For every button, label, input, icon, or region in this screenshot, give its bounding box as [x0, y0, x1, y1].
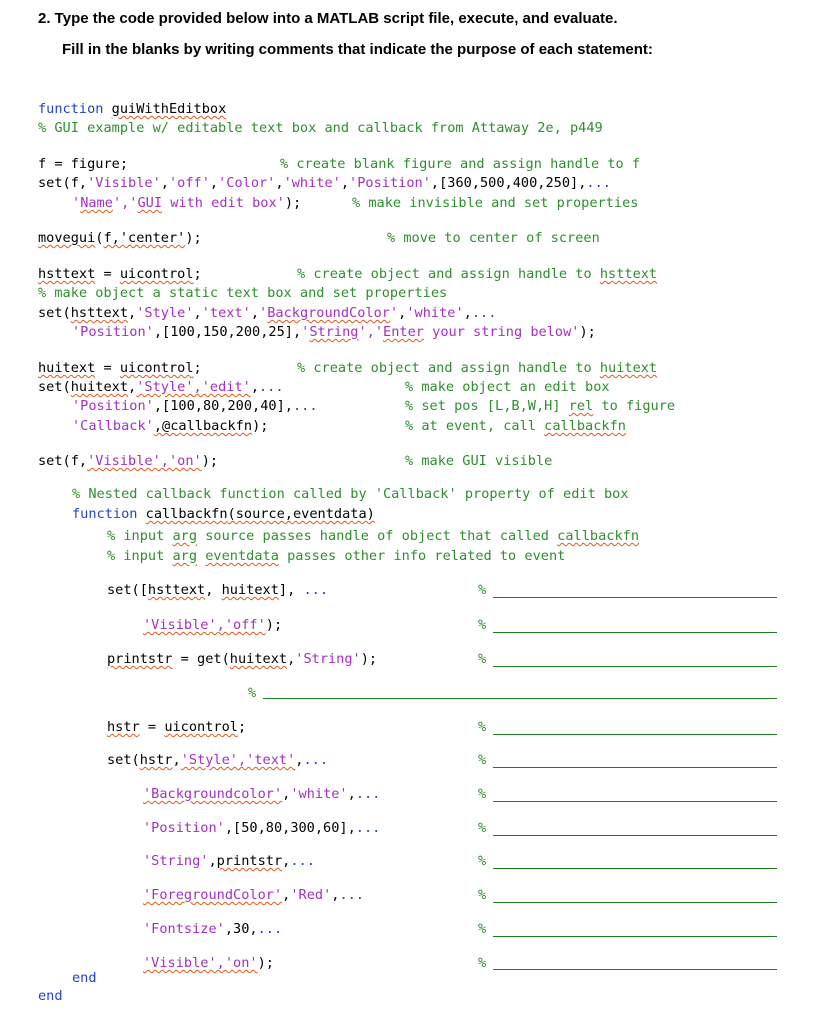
code-line-hsttext	[38, 266, 202, 283]
code-token: (	[95, 230, 104, 246]
code-token: f,'center'	[103, 230, 186, 246]
continuation: ...	[355, 786, 381, 802]
code-token: ,[100,80,200,40],	[153, 398, 293, 414]
comment-huitext	[297, 360, 657, 377]
code-token: hsttext	[70, 305, 129, 321]
code-token: printstr	[216, 853, 283, 869]
code-string: 'white'	[290, 786, 348, 802]
continuation: ...	[303, 582, 329, 598]
code-string: 'ForegroundColor'	[143, 887, 283, 903]
question-instructions: Fill in the blanks by writing comments that indicate the purpose of each statement:	[62, 41, 653, 58]
comment-nested: % Nested callback function called by 'Callback' property of edit box	[72, 486, 629, 502]
code-token: ;	[193, 266, 202, 282]
code-line-function	[38, 101, 226, 118]
continuation: ...	[471, 305, 497, 321]
code-string: 'Fontsize'	[143, 921, 225, 937]
code-token: set(	[38, 305, 71, 321]
code-string: GUI	[137, 195, 163, 211]
code-line-set-hsttext-2	[72, 324, 596, 341]
code-line-set-hstr: set(hstr,'Style','text',...	[107, 752, 329, 768]
continuation: ...	[355, 820, 381, 836]
code-line-set-huitext: set(huitext,'Style','edit',...	[38, 379, 284, 395]
code-token: ],	[278, 582, 296, 598]
blank-percent: %	[478, 719, 487, 735]
callback-name: callbackfn	[145, 506, 228, 522]
code-string: String	[309, 324, 359, 340]
comment-invisible: % make invisible and set properties	[352, 195, 639, 211]
code-token: set(	[38, 379, 71, 395]
code-string: 'Visible','on'	[87, 453, 202, 469]
code-string: 'white'	[406, 305, 464, 321]
code-line-foreground: 'ForegroundColor','Red',...	[143, 887, 364, 903]
code-line-set-figure-name	[72, 195, 301, 212]
code-string: 'Position'	[72, 398, 154, 414]
keyword-end-outer: end	[38, 988, 63, 1004]
blank-percent: %	[478, 955, 487, 971]
comment-text: source passes handle of object that called	[197, 528, 558, 544]
comment-center: % move to center of screen	[387, 230, 600, 246]
code-string: 'Visible','on'	[143, 955, 258, 971]
code-line-printstr: printstr = get(huitext,'String');	[107, 651, 378, 667]
continuation: ...	[290, 853, 315, 869]
code-token: );	[360, 651, 378, 667]
code-string: with edit box'	[162, 195, 285, 211]
code-token: );	[257, 955, 274, 971]
code-token: uicontrol	[119, 360, 194, 376]
code-line-fontsize	[143, 921, 282, 938]
blank-percent: %	[478, 582, 487, 598]
code-string: 'Color'	[218, 175, 276, 191]
code-token: (source,eventdata)	[227, 506, 375, 522]
code-string: '	[389, 305, 399, 321]
continuation: ...	[257, 921, 283, 937]
code-token: ,	[275, 175, 284, 191]
code-token: set(f,	[38, 175, 88, 191]
code-token: ;	[237, 719, 247, 735]
code-token: ,[100,150,200,25],	[153, 324, 302, 340]
blank-percent-wide: %	[248, 685, 257, 701]
code-token: );	[252, 418, 269, 434]
code-line-string: 'String',printstr,...	[143, 853, 315, 869]
code-line-visible-off	[143, 617, 282, 634]
code-string: BackgroundColor	[267, 305, 390, 321]
code-token: hstr	[107, 719, 140, 735]
blank-percent: %	[478, 921, 487, 937]
code-token: huitext	[38, 360, 96, 376]
comment-setpos	[405, 398, 675, 415]
comment-input-source	[107, 528, 639, 545]
comment-input-eventdata	[107, 548, 565, 565]
code-string: Name	[80, 195, 113, 211]
code-token: =	[95, 360, 120, 376]
comment-text: callbackfn	[557, 528, 639, 544]
code-line-set-figure	[38, 175, 611, 192]
code-line-figure: f = figure;	[38, 156, 129, 172]
code-token: ,	[160, 175, 169, 191]
code-token: );	[201, 453, 219, 469]
code-string: 'Red'	[290, 887, 332, 903]
comment-text: % create object and assign handle to	[297, 360, 600, 376]
comment-text: arg	[172, 528, 198, 544]
code-string: your string below'	[423, 324, 580, 340]
comment-text: passes other info related to event	[278, 548, 566, 564]
answer-blank-8[interactable]	[493, 835, 777, 836]
comment-event	[405, 418, 626, 435]
answer-blank-12[interactable]	[493, 969, 777, 970]
comment-text: arg	[172, 548, 198, 564]
comment-text: % set pos [L,B,W,H]	[405, 398, 569, 414]
code-token: hsttext	[38, 266, 96, 282]
code-token: );	[265, 617, 283, 633]
code-token: uicontrol	[164, 719, 238, 735]
code-line-set-handles	[107, 582, 328, 599]
code-string: 'String'	[143, 853, 209, 869]
code-string: 'white'	[283, 175, 341, 191]
code-string: 'Callback'	[72, 418, 154, 434]
code-string: 'Position'	[143, 820, 225, 836]
comment-figure: % create blank figure and assign handle to f	[280, 156, 641, 172]
code-token: );	[579, 324, 596, 340]
code-token: =	[95, 266, 120, 282]
question-heading: 2. Type the code provided below into a MATLAB script file, execute, and evaluate.	[38, 10, 618, 27]
blank-percent: %	[478, 786, 487, 802]
code-string: 'Backgroundcolor'	[143, 786, 283, 802]
code-line-huitext	[38, 360, 202, 377]
code-line-set-huitext-2	[72, 398, 318, 415]
continuation: ...	[259, 379, 284, 395]
code-token: ,	[209, 175, 219, 191]
answer-blank-5[interactable]	[493, 734, 777, 735]
code-string: '	[259, 305, 268, 321]
code-line-callback-function	[72, 506, 375, 523]
code-token: huitext	[70, 379, 129, 395]
code-line-hstr	[107, 719, 246, 736]
code-token: movegui	[38, 230, 96, 246]
answer-blank-1[interactable]	[493, 597, 777, 598]
code-token: ,[360,500,400,250],	[430, 175, 587, 191]
code-token: set([	[107, 582, 148, 598]
comment-hsttext	[297, 266, 657, 283]
comment-static: % make object a static text box and set properties	[38, 285, 448, 301]
keyword-function: function	[72, 506, 138, 522]
comment-text: % input	[107, 528, 173, 544]
answer-blank-9[interactable]	[493, 868, 777, 869]
code-token: hsttext	[147, 582, 206, 598]
code-string: Enter	[383, 324, 424, 340]
comment-text: % at event, call	[405, 418, 545, 434]
code-token: );	[185, 230, 202, 246]
code-token: printstr	[107, 651, 173, 667]
code-token: ;	[193, 360, 202, 376]
comment-text: callbackfn	[544, 418, 626, 434]
code-token: ,[50,80,300,60],	[224, 820, 356, 836]
code-token: =	[139, 719, 165, 735]
code-token: ,@callbackfn	[153, 418, 253, 434]
blank-percent: %	[478, 617, 487, 633]
code-string: 'String'	[295, 651, 361, 667]
code-token: );	[284, 195, 302, 211]
comment-header: % GUI example w/ editable text box and callback from Attaway 2e, p449	[38, 120, 603, 136]
code-string: 'Style','edit'	[136, 379, 251, 395]
blank-percent: %	[478, 752, 487, 768]
keyword-end-inner: end	[72, 970, 97, 986]
function-name: guiWithEditbox	[111, 101, 227, 117]
code-string: 'off'	[168, 175, 210, 191]
code-line-movegui	[38, 230, 202, 247]
code-string: 'Position'	[72, 324, 154, 340]
comment-text	[197, 548, 205, 564]
continuation: ...	[586, 175, 611, 191]
answer-blank-6[interactable]	[493, 767, 777, 768]
code-token: hstr	[139, 752, 173, 768]
code-line-visible-on	[143, 955, 274, 972]
comment-text: to figure	[593, 398, 676, 414]
code-line-set-huitext-3	[72, 418, 268, 435]
answer-blank-2[interactable]	[493, 632, 777, 633]
code-token: huitext	[221, 582, 279, 598]
answer-blank-10[interactable]	[493, 902, 777, 903]
code-string: ','	[112, 195, 138, 211]
code-string: 'Position'	[349, 175, 431, 191]
answer-blank-3[interactable]	[493, 666, 777, 667]
code-string: 'Style','text'	[180, 752, 296, 768]
code-token: ,	[205, 582, 222, 598]
comment-text: rel	[568, 398, 594, 414]
comment-text: hsttext	[599, 266, 658, 282]
code-string: 'Visible','off'	[143, 617, 266, 633]
comment-text: huitext	[599, 360, 658, 376]
blank-percent: %	[478, 651, 487, 667]
keyword-function: function	[38, 101, 104, 117]
code-string: '	[72, 195, 81, 211]
answer-blank-11[interactable]	[493, 936, 777, 937]
answer-blank-7[interactable]	[493, 801, 777, 802]
code-string: 'Style'	[136, 305, 194, 321]
continuation: ...	[303, 752, 329, 768]
comment-text: % create object and assign handle to	[297, 266, 600, 282]
blank-percent: %	[478, 887, 487, 903]
code-line-position	[143, 820, 380, 837]
code-token: ,30,	[224, 921, 258, 937]
code-token: set(f,	[38, 453, 88, 469]
code-string: 'Visible'	[87, 175, 161, 191]
code-token: uicontrol	[119, 266, 194, 282]
comment-visible: % make GUI visible	[405, 453, 553, 469]
blank-percent: %	[478, 820, 487, 836]
code-string: ','	[358, 324, 384, 340]
blank-percent: %	[478, 853, 487, 869]
continuation: ...	[339, 887, 364, 903]
comment-text: % input	[107, 548, 173, 564]
code-string: '	[301, 324, 310, 340]
comment-editbox: % make object an edit box	[405, 379, 610, 395]
code-string: 'text'	[201, 305, 251, 321]
continuation: ...	[292, 398, 318, 414]
code-line-bgcolor: 'Backgroundcolor','white',...	[143, 786, 381, 802]
code-line-set-visible	[38, 453, 218, 470]
answer-blank-4[interactable]	[263, 698, 777, 699]
code-line-set-hsttext: set(hsttext,'Style','text','BackgroundColor','white',...	[38, 305, 497, 321]
code-token: huitext	[229, 651, 288, 667]
code-token: ,	[340, 175, 350, 191]
comment-text: eventdata	[205, 548, 279, 564]
code-token: = get(	[172, 651, 230, 667]
code-token: set(	[107, 752, 140, 768]
